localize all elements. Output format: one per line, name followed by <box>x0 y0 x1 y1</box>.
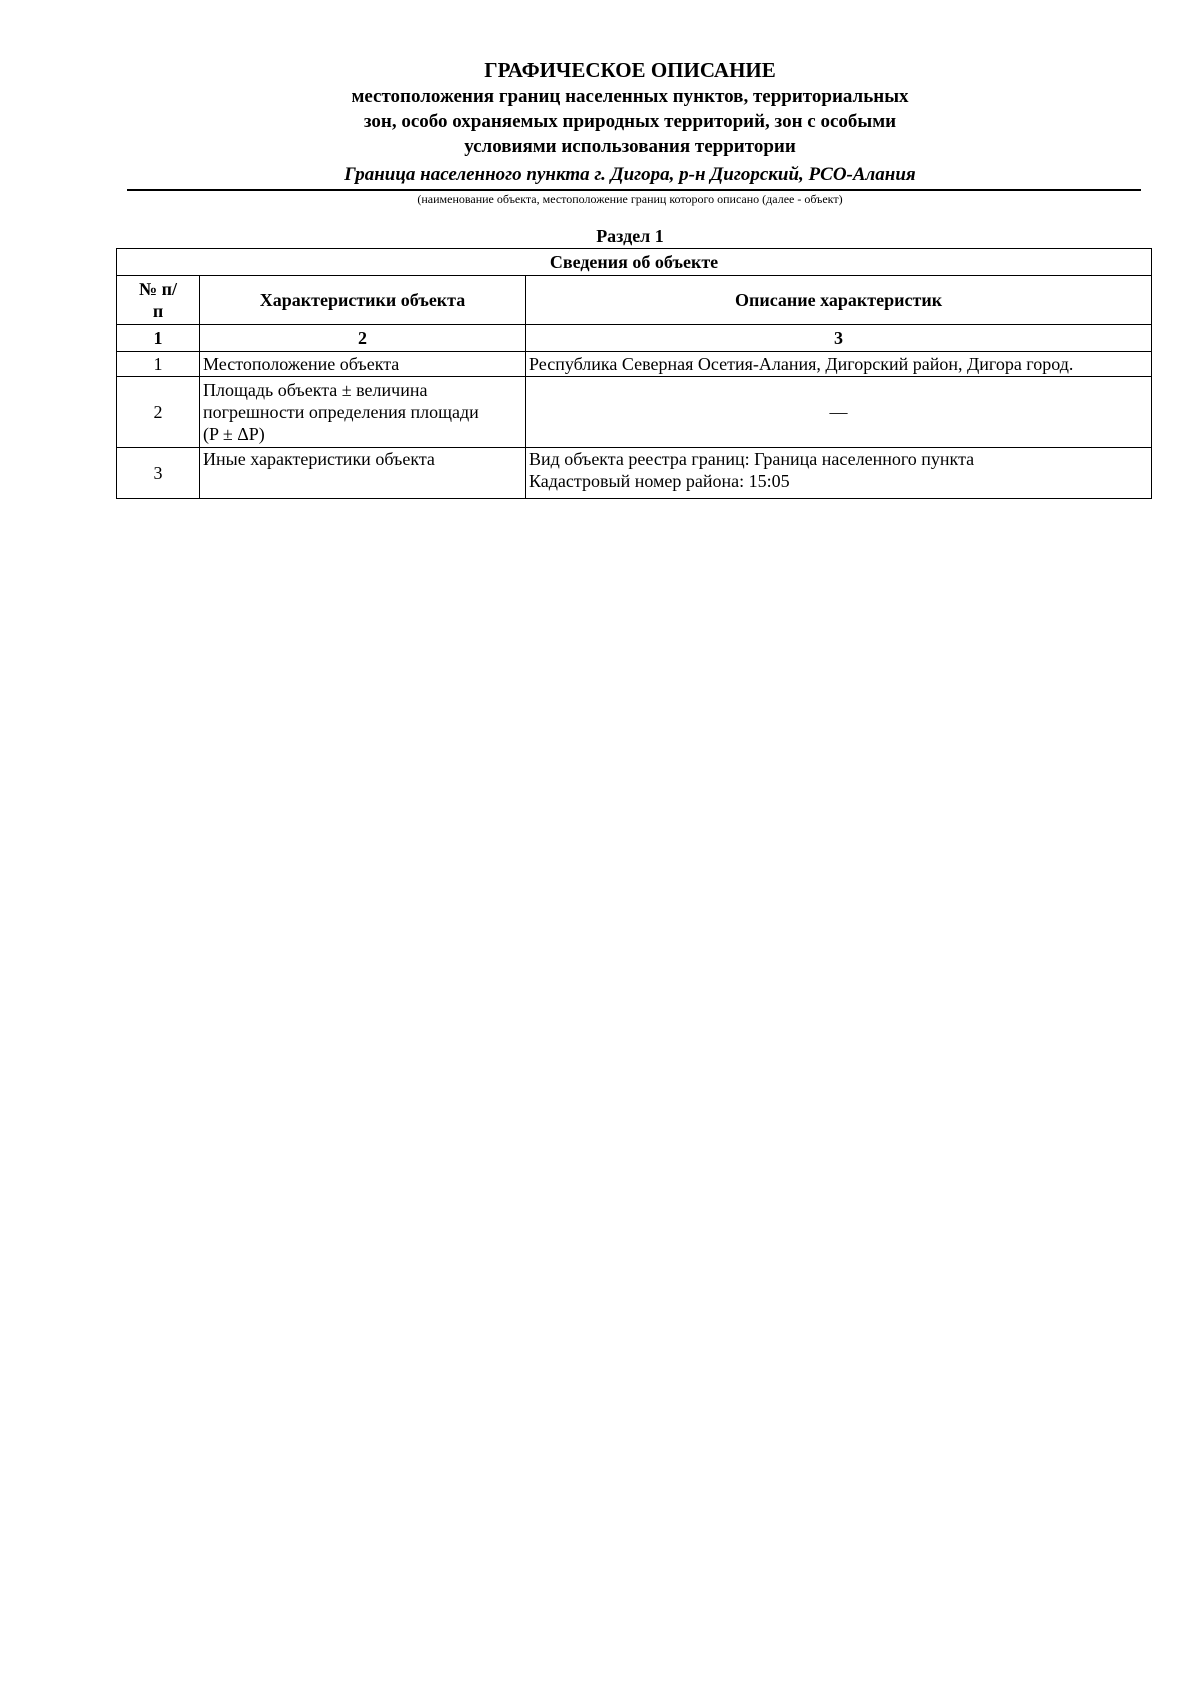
object-name-underline <box>127 189 1141 191</box>
column-header-number <box>117 276 200 325</box>
subtitle-line: зон, особо охраняемых природных территорий, зон с особыми <box>363 111 897 132</box>
document-subtitle <box>0 84 1200 159</box>
column-number: 3 <box>526 325 1152 352</box>
column-header-number-text: № п/п <box>139 279 177 321</box>
column-header-characteristic: Характеристики объекта <box>200 276 526 325</box>
column-header-description: Описание характеристик <box>526 276 1152 325</box>
object-caption: (наименование объекта, местоположение границ которого описано (далее - объект) <box>417 192 843 206</box>
row-characteristic <box>200 377 526 448</box>
table-caption: Сведения об объекте <box>117 249 1152 276</box>
table-row <box>117 377 1152 448</box>
row-characteristic: Местоположение объекта <box>200 352 526 377</box>
row-number: 1 <box>117 352 200 377</box>
row-description <box>526 448 1152 499</box>
table-row <box>117 352 1152 377</box>
section-title: Раздел 1 <box>596 226 664 246</box>
subtitle-line: условиями использования территории <box>464 136 796 157</box>
object-info-table <box>116 248 1152 499</box>
row-characteristic: Иные характеристики объекта <box>200 448 526 499</box>
description-line: Кадастровый номер района: 15:05 <box>529 471 790 491</box>
document-title: ГРАФИЧЕСКОЕ ОПИСАНИЕ <box>484 58 776 82</box>
column-number: 1 <box>117 325 200 352</box>
column-number: 2 <box>200 325 526 352</box>
characteristic-line: погрешности определения площади <box>203 402 479 422</box>
characteristic-line: Площадь объекта ± величина <box>203 380 428 400</box>
row-number: 2 <box>117 377 200 448</box>
row-description: — <box>526 377 1152 448</box>
row-description: Республика Северная Осетия-Алания, Дигорский район, Дигора город. <box>526 352 1152 377</box>
description-line: Вид объекта реестра границ: Граница населенного пункта <box>529 449 975 469</box>
characteristic-line: (P ± ΔP) <box>203 424 265 444</box>
row-number: 3 <box>117 448 200 499</box>
object-name: Граница населенного пункта г. Дигора, р-н Дигорский, РСО-Алания <box>344 164 916 185</box>
table-row <box>117 448 1152 499</box>
subtitle-line: местоположения границ населенных пунктов, территориальных <box>351 86 909 107</box>
